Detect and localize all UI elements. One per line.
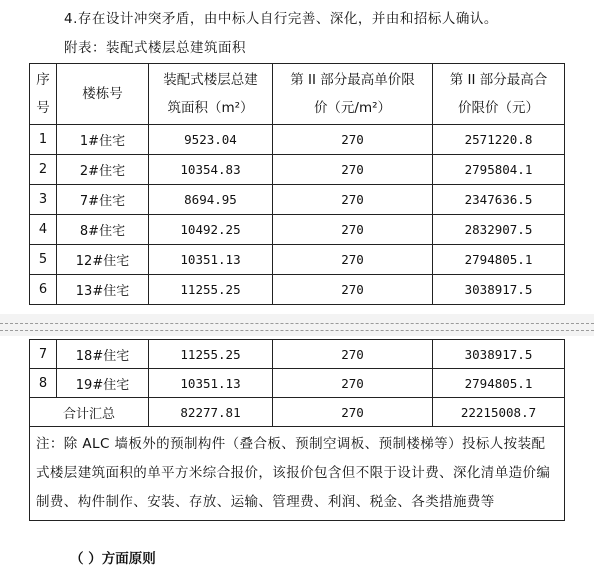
table-row [30,340,565,369]
row-seq: 2 [30,155,57,185]
row-area: 8694.95 [149,185,273,215]
next-section-heading: （ ）方面原则 [70,551,156,567]
table-row [30,275,565,305]
row-seq: 3 [30,185,57,215]
summary-row [30,398,565,427]
header-unit-price: 第 II 部分最高单价限 价（元/m²） [273,64,433,125]
row-building: 2#住宅 [57,155,149,185]
summary-total: 22215008.7 [433,398,565,427]
row-total: 3038917.5 [433,275,565,305]
row-area: 10351.13 [149,369,273,398]
row-seq: 1 [30,125,57,155]
row-total: 2832907.5 [433,215,565,245]
row-building: 7#住宅 [57,185,149,215]
summary-unit-price: 270 [273,398,433,427]
row-area: 11255.25 [149,340,273,369]
area-table-part1 [29,63,565,305]
row-seq: 4 [30,215,57,245]
row-building: 12#住宅 [57,245,149,275]
row-unit-price: 270 [273,125,433,155]
row-unit-price: 270 [273,155,433,185]
row-unit-price: 270 [273,245,433,275]
row-total: 3038917.5 [433,340,565,369]
pricing-note: 注：除 ALC 墙板外的预制构件（叠合板、预制空调板、预制楼梯等）投标人按装配式楼层建筑面积的单平方米综合报价，该报价包含但不限于设计费、深化清单造价编制费、构件制作、安装、存放、运输、管理费、利润、税金、各类措施费等 [30,427,565,521]
area-table-part2 [29,339,565,521]
table-row [30,125,565,155]
table-row [30,155,565,185]
row-total: 2794805.1 [433,369,565,398]
table-row [30,245,565,275]
table-row [30,369,565,398]
row-seq: 6 [30,275,57,305]
row-building: 19#住宅 [57,369,149,398]
row-unit-price: 270 [273,340,433,369]
clause-4-text: 4.存在设计冲突矛盾，由中标人自行完善、深化，并由和招标人确认。 [64,11,498,27]
row-seq: 7 [30,340,57,369]
row-unit-price: 270 [273,369,433,398]
header-seq: 序 号 [30,64,57,125]
summary-label: 合计汇总 [30,398,149,427]
row-unit-price: 270 [273,215,433,245]
table-row [30,185,565,215]
row-area: 10492.25 [149,215,273,245]
page-break-line-bottom [0,330,594,331]
row-total: 2795804.1 [433,155,565,185]
page-break-line-top [0,323,594,324]
row-seq: 8 [30,369,57,398]
summary-area: 82277.81 [149,398,273,427]
row-area: 10354.83 [149,155,273,185]
row-unit-price: 270 [273,185,433,215]
header-building: 楼栋号 [57,64,149,125]
row-building: 8#住宅 [57,215,149,245]
table-header-row [30,64,565,125]
row-area: 9523.04 [149,125,273,155]
row-total: 2794805.1 [433,245,565,275]
row-seq: 5 [30,245,57,275]
note-row [30,427,565,521]
row-unit-price: 270 [273,275,433,305]
row-building: 18#住宅 [57,340,149,369]
row-area: 10351.13 [149,245,273,275]
row-area: 11255.25 [149,275,273,305]
appendix-title: 附表：装配式楼层总建筑面积 [64,40,246,56]
header-area: 装配式楼层总建 筑面积（m²） [149,64,273,125]
row-building: 13#住宅 [57,275,149,305]
row-total: 2571220.8 [433,125,565,155]
table-row [30,215,565,245]
row-total: 2347636.5 [433,185,565,215]
header-total-price: 第 II 部分最高合 价限价（元） [433,64,565,125]
page-break-gap [0,314,594,336]
row-building: 1#住宅 [57,125,149,155]
